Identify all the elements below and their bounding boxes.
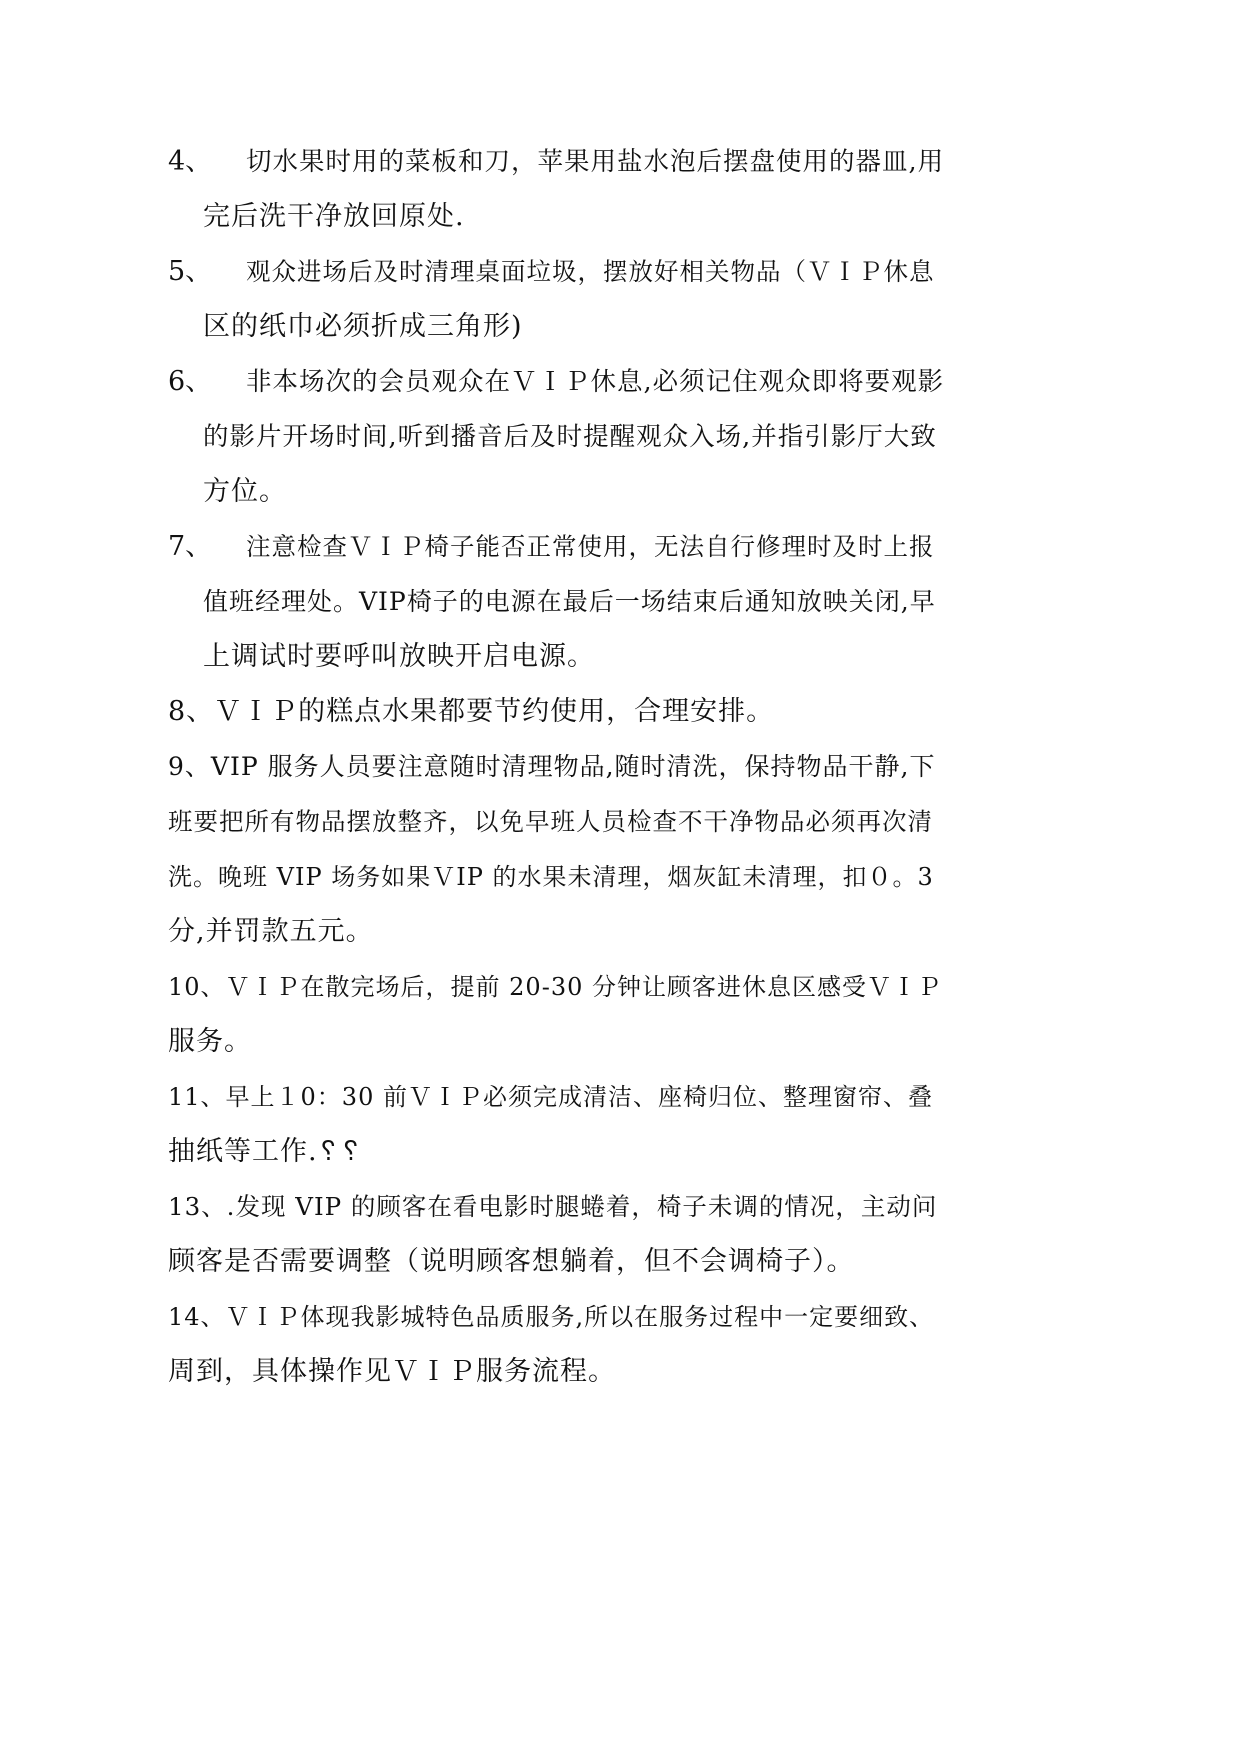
paragraph-line: 11、早上１0：30 前ＶＩＰ必须完成清洁、座椅归位、整理窗帘、叠 xyxy=(168,1083,933,1111)
paragraph-line: 13、.发现 VIP 的顾客在看电影时腿蜷着，椅子未调的情况，主动问 xyxy=(168,1192,938,1221)
paragraph-line: 14、ＶＩＰ体现我影城特色品质服务,所以在服务过程中一定要细致、 xyxy=(168,1303,935,1331)
item-line: 上调试时要呼叫放映开启电源。 xyxy=(203,641,595,672)
item-number: 4、 xyxy=(168,146,213,177)
item-number: 6、 xyxy=(168,366,213,397)
paragraph-line: 周到，具体操作见ＶＩＰ服务流程。 xyxy=(168,1356,616,1387)
paragraph-line: 班要把所有物品摆放整齐，以免早班人员检查不干净物品必须再次清 xyxy=(168,807,933,836)
item-line: 方位。 xyxy=(203,476,287,507)
item-line: 注意检查ＶＩＰ椅子能否正常使用，无法自行修理时及时上报 xyxy=(246,532,935,561)
item-number: 7、 xyxy=(168,531,213,562)
item-line: 完后洗干净放回原处. xyxy=(203,201,465,232)
paragraph-line: 抽纸等工作.␦␦ xyxy=(168,1136,363,1167)
item-number: 5、 xyxy=(168,256,213,287)
item-line: 的影片开场时间,听到播音后及时提醒观众入场,并指引影厅大致 xyxy=(203,422,937,452)
item-line: 非本场次的会员观众在ＶＩＰ休息,必须记住观众即将要观影 xyxy=(246,367,945,397)
paragraph-line: 服务。 xyxy=(168,1026,252,1057)
item-line: 切水果时用的菜板和刀，苹果用盐水泡后摆盘使用的器皿,用 xyxy=(246,147,945,177)
item-line: 观众进场后及时清理桌面垃圾，摆放好相关物品（ＶＩＰ休息 xyxy=(246,257,935,286)
paragraph-line: 分,并罚款五元。 xyxy=(168,916,374,947)
item-line: 区的纸巾必须折成三角形) xyxy=(203,311,523,342)
paragraph-line: 顾客是否需要调整（说明顾客想躺着，但不会调椅子）。 xyxy=(168,1246,855,1277)
paragraph-line: 9、VIP 服务人员要注意随时清理物品,随时清洗，保持物品干静,下 xyxy=(168,752,936,781)
paragraph-line: 10、ＶＩＰ在散完场后，提前 20-30 分钟让顾客进休息区感受ＶＩＰ xyxy=(168,973,942,1001)
paragraph-line: 8、ＶＩＰ的糕点水果都要节约使用，合理安排。 xyxy=(168,696,775,727)
item-line: 值班经理处。VIP椅子的电源在最后一场结束后通知放映关闭,早 xyxy=(203,587,936,616)
paragraph-line: 洗。晚班 VIP 场务如果ＶIP 的水果未清理，烟灰缸未清理，扣０。3 xyxy=(168,863,934,891)
